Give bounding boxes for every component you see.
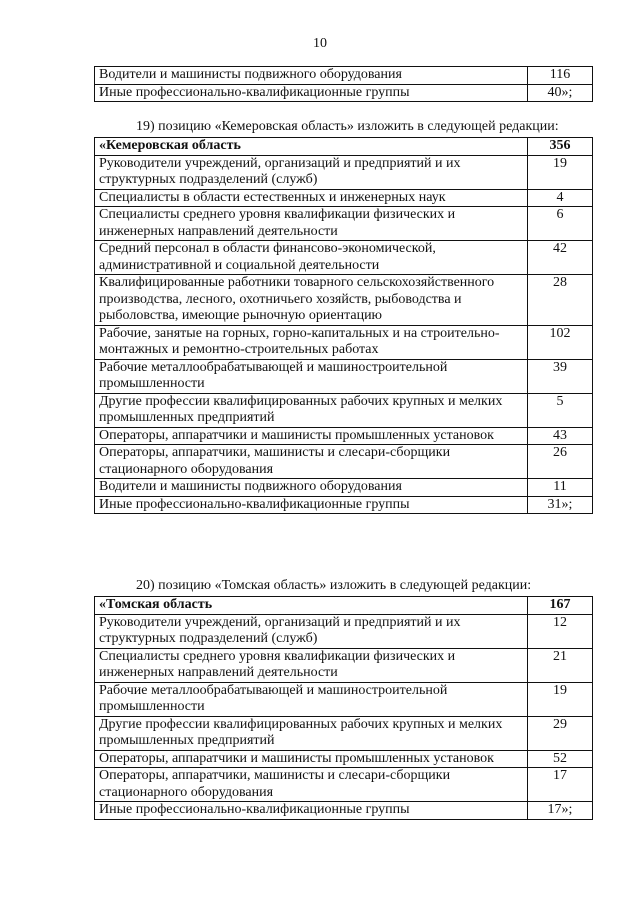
table-row (95, 241, 593, 275)
row-value: 39 (528, 359, 593, 393)
row-value: 43 (528, 427, 593, 445)
table-row (95, 648, 593, 682)
table-row (95, 325, 593, 359)
row-value: 102 (528, 325, 593, 359)
row-value: 116 (528, 67, 593, 85)
table-row (95, 275, 593, 326)
row-value: 19 (528, 155, 593, 189)
row-name: Руководители учреждений, организаций и предприятий и их структурных подразделений (служб) (95, 155, 528, 189)
row-name: Иные профессионально-квалификационные группы (95, 84, 528, 102)
region-name: «Кемеровская область (95, 138, 528, 156)
row-value: 29 (528, 716, 593, 750)
table-header-row (95, 138, 593, 156)
row-value: 21 (528, 648, 593, 682)
table-row (95, 445, 593, 479)
section-20-intro: 20) позицию «Томская область» изложить в следующей редакции: (136, 578, 532, 593)
row-name: Водители и машинисты подвижного оборудования (95, 67, 528, 85)
table-tomsk (94, 596, 593, 820)
table-row (95, 496, 593, 514)
row-name: Иные профессионально-квалификационные группы (95, 802, 528, 820)
row-name: Иные профессионально-квалификационные группы (95, 496, 528, 514)
table-row (95, 393, 593, 427)
row-name: Средний персонал в области финансово-экономической, административной и социальной деятельности (95, 241, 528, 275)
row-value: 28 (528, 275, 593, 326)
table-kemerovo (94, 137, 593, 514)
region-total: 167 (528, 597, 593, 615)
row-value: 17»; (528, 802, 593, 820)
row-name: Операторы, аппаратчики и машинисты промышленных установок (95, 750, 528, 768)
row-value: 40»; (528, 84, 593, 102)
section-19-intro: 19) позицию «Кемеровская область» изложить в следующей редакции: (136, 119, 559, 134)
row-value: 52 (528, 750, 593, 768)
row-name: Другие профессии квалифицированных рабочих крупных и мелких промышленных предприятий (95, 393, 528, 427)
row-value: 12 (528, 614, 593, 648)
row-name: Специалисты в области естественных и инженерных наук (95, 189, 528, 207)
region-total: 356 (528, 138, 593, 156)
row-name: Специалисты среднего уровня квалификации физических и инженерных направлений деятельности (95, 207, 528, 241)
row-name: Операторы, аппаратчики, машинисты и слесари-сборщики стационарного оборудования (95, 768, 528, 802)
row-name: Операторы, аппаратчики, машинисты и слесари-сборщики стационарного оборудования (95, 445, 528, 479)
row-name: Рабочие металлообрабатывающей и машиностроительной промышленности (95, 682, 528, 716)
row-name: Другие профессии квалифицированных рабочих крупных и мелких промышленных предприятий (95, 716, 528, 750)
table-row (95, 479, 593, 497)
row-name: Специалисты среднего уровня квалификации физических и инженерных направлений деятельности (95, 648, 528, 682)
row-name: Рабочие, занятые на горных, горно-капитальных и на строительно-монтажных и ремонтно-строительных работах (95, 325, 528, 359)
table-row (95, 802, 593, 820)
row-value: 31»; (528, 496, 593, 514)
row-name: Рабочие металлообрабатывающей и машиностроительной промышленности (95, 359, 528, 393)
table-row (95, 427, 593, 445)
table-row (95, 768, 593, 802)
row-value: 6 (528, 207, 593, 241)
table-row (95, 189, 593, 207)
row-name: Водители и машинисты подвижного оборудования (95, 479, 528, 497)
table-row (95, 359, 593, 393)
row-name: Руководители учреждений, организаций и предприятий и их структурных подразделений (служб) (95, 614, 528, 648)
table-row (95, 682, 593, 716)
table-prev-tail (94, 66, 593, 102)
row-value: 42 (528, 241, 593, 275)
table-row (95, 750, 593, 768)
table-row (95, 614, 593, 648)
region-name: «Томская область (95, 597, 528, 615)
row-name: Операторы, аппаратчики и машинисты промышленных установок (95, 427, 528, 445)
row-value: 17 (528, 768, 593, 802)
page-number: 10 (313, 36, 327, 51)
row-name: Квалифицированные работники товарного сельскохозяйственного производства, лесного, охотничьего хозяйств, рыбоводства и рыболовства, имеющие рыночную ориентацию (95, 275, 528, 326)
row-value: 5 (528, 393, 593, 427)
row-value: 11 (528, 479, 593, 497)
row-value: 19 (528, 682, 593, 716)
table-row (95, 716, 593, 750)
table-row (95, 207, 593, 241)
row-value: 26 (528, 445, 593, 479)
table-header-row (95, 597, 593, 615)
table-row (95, 67, 593, 85)
row-value: 4 (528, 189, 593, 207)
table-row (95, 155, 593, 189)
table-row (95, 84, 593, 102)
